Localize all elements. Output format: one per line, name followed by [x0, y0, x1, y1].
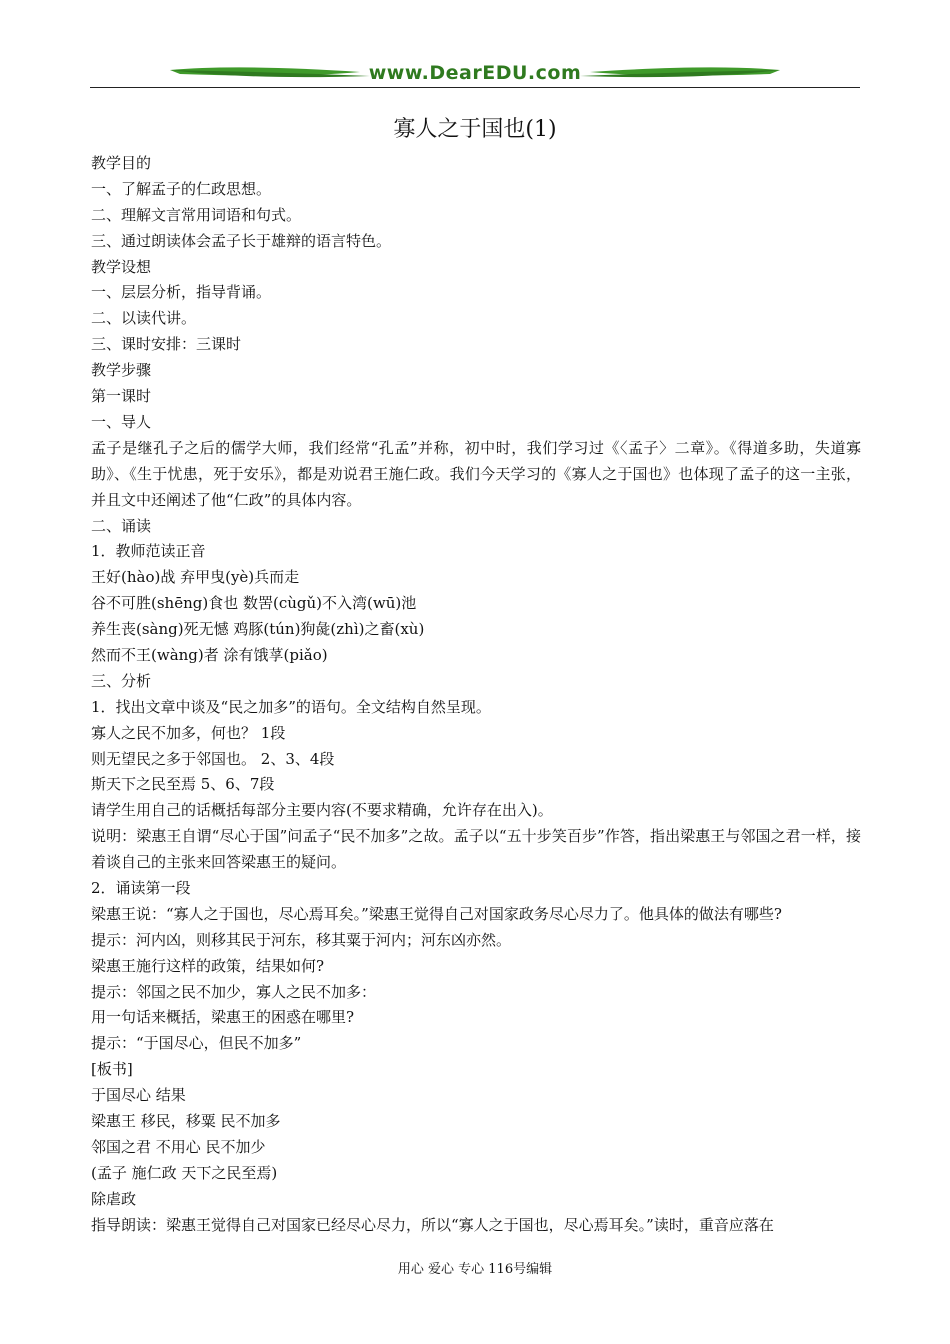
text-line: 王好(hào)战 弃甲曳(yè)兵而走	[91, 568, 300, 587]
text-line: 教学设想	[91, 257, 152, 276]
text-line: 斯天下之民至焉 5、6、7段	[91, 775, 275, 794]
text-line: 则无望民之多于邻国也。 2、3、4段	[91, 749, 335, 768]
text-line: 三、课时安排：三课时	[91, 335, 242, 354]
text-line: 1．找出文章中谈及“民之加多”的语句。全文结构自然呈现。	[91, 697, 491, 716]
text-line: 第一课时	[91, 387, 152, 406]
explanation-paragraph: 说明：梁惠王自谓“尽心于国”问孟子“民不加多”之故。孟子以“五十步笑百步”作答，指出梁惠王与邻国之君一样，接着谈自己的主张来回答梁惠王的疑问。	[91, 827, 861, 872]
text-line: [板书]	[91, 1060, 133, 1079]
text-line: 请学生用自己的话概括每部分主要内容(不要求精确，允许存在出入)。	[91, 801, 553, 820]
text-line: 邻国之君 不用心 民不加少	[91, 1137, 266, 1156]
page-header	[90, 60, 860, 92]
text-line: 一、导人	[91, 412, 152, 431]
text-line: 二、理解文言常用词语和句式。	[91, 205, 302, 224]
text-line: 指导朗读：梁惠王觉得自己对国家已经尽心尽力，所以“寡人之于国也，尽心焉耳矣。”读时，重音应落在	[91, 1215, 774, 1234]
document-body	[91, 151, 861, 1238]
text-line: 教学目的	[91, 154, 152, 172]
text-line: 谷不可胜(shēng)食也 数罟(cùgǔ)不入湾(wū)池	[91, 594, 417, 613]
text-line: 三、分析	[91, 671, 152, 690]
text-line: 提示：“于国尽心，但民不加多”	[91, 1034, 302, 1053]
text-line: 寡人之民不加多，何也？ 1段	[91, 723, 286, 742]
site-logo-text: www.DearEDU.com	[368, 62, 582, 84]
text-line: 梁惠王 移民，移粟 民不加多	[91, 1112, 281, 1131]
intro-paragraph: 孟子是继孔子之后的儒学大师，我们经常“孔孟”并称，初中时，我们学习过《〈孟子〉二章》。《得道多助，失道寡助》、《生于忧患，死于安乐》，都是劝说君王施仁政。我们今天学习的《寡人之于国也》也体现了孟子的这一主张，并且文中还阐述了他“仁政”的具体内容。	[91, 438, 861, 509]
text-line: 一、了解孟子的仁政思想。	[91, 179, 272, 198]
text-line: 于国尽心 结果	[91, 1086, 186, 1105]
text-line: 用一句话来概括，梁惠王的困惑在哪里?	[91, 1008, 355, 1027]
text-line: 梁惠王说：“寡人之于国也，尽心焉耳矣。”梁惠王觉得自己对国家政务尽心尽力了。他具体的做法有哪些?	[91, 904, 782, 923]
text-line: 二、以读代讲。	[91, 309, 197, 328]
text-line: 然而不王(wàng)者 涂有饿莩(piǎo)	[91, 645, 328, 664]
text-line: 一、层层分析，指导背诵。	[91, 283, 272, 302]
text-line: 三、通过朗读体会孟子长于雄辩的语言特色。	[91, 231, 392, 250]
text-line: 提示：河内凶，则移其民于河东，移其粟于河内；河东凶亦然。	[91, 930, 512, 949]
header-divider	[90, 87, 860, 88]
text-line: 1．教师范读正音	[91, 542, 206, 561]
text-line: 除虐政	[91, 1189, 137, 1208]
text-line: 梁惠王施行这样的政策，结果如何?	[91, 956, 325, 975]
text-line: 2．诵读第一段	[91, 879, 191, 898]
page-footer: 用心 爱心 专心 116号编辑	[397, 1262, 553, 1277]
text-line: 教学步骤	[91, 361, 152, 380]
text-line: 养生丧(sàng)死无憾 鸡豚(tún)狗彘(zhì)之畜(xù)	[91, 620, 425, 639]
text-line: 提示：邻国之民不加少，寡人之民不加多：	[91, 982, 377, 1001]
text-line: 二、诵读	[91, 516, 152, 535]
document-title: 寡人之于国也(1)	[393, 117, 557, 142]
text-line: (孟子 施仁政 天下之民至焉)	[91, 1163, 278, 1182]
